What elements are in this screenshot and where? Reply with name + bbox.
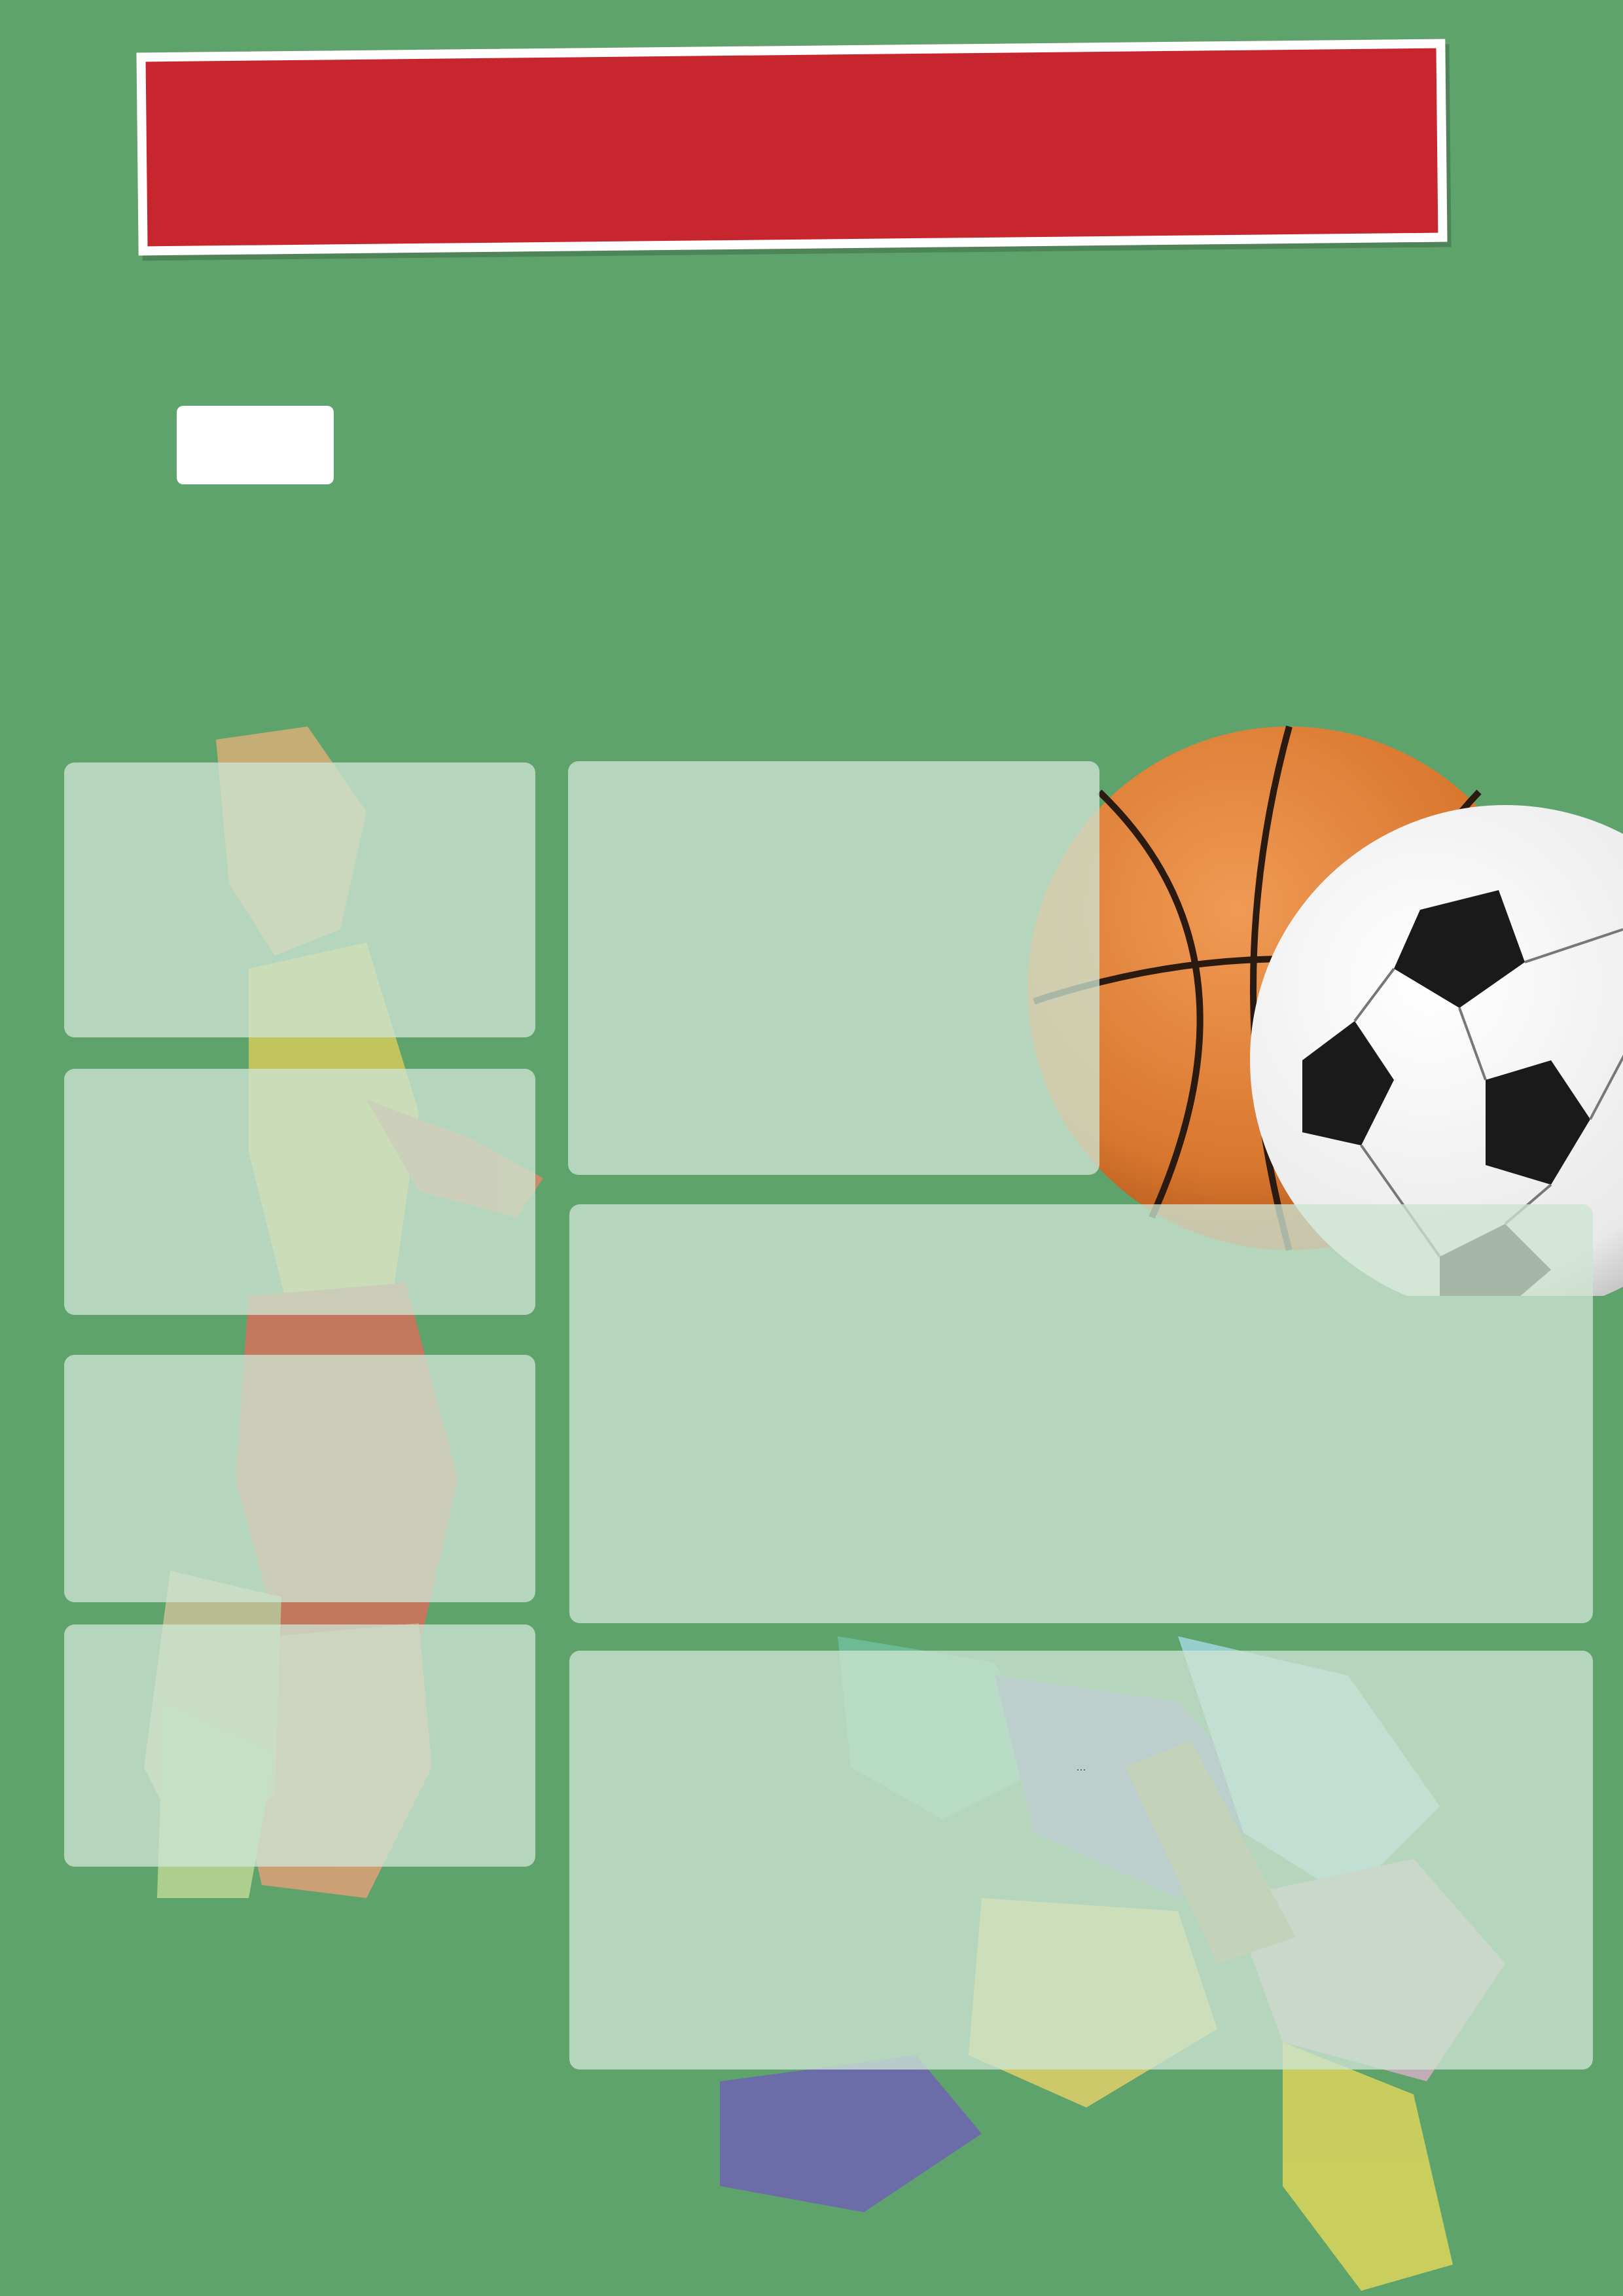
precios-panel — [569, 1651, 1593, 2070]
participantes-panel — [64, 1355, 535, 1602]
year-badge — [177, 406, 334, 484]
reserva-panel — [569, 1204, 1593, 1623]
banner-title-box — [136, 39, 1447, 256]
horarios-panel — [64, 1069, 535, 1315]
fechas-panel — [64, 762, 535, 1037]
incluye-panel — [568, 761, 1099, 1175]
lugar-panel — [64, 1624, 535, 1867]
precios-table: … — [1076, 1762, 1086, 1773]
